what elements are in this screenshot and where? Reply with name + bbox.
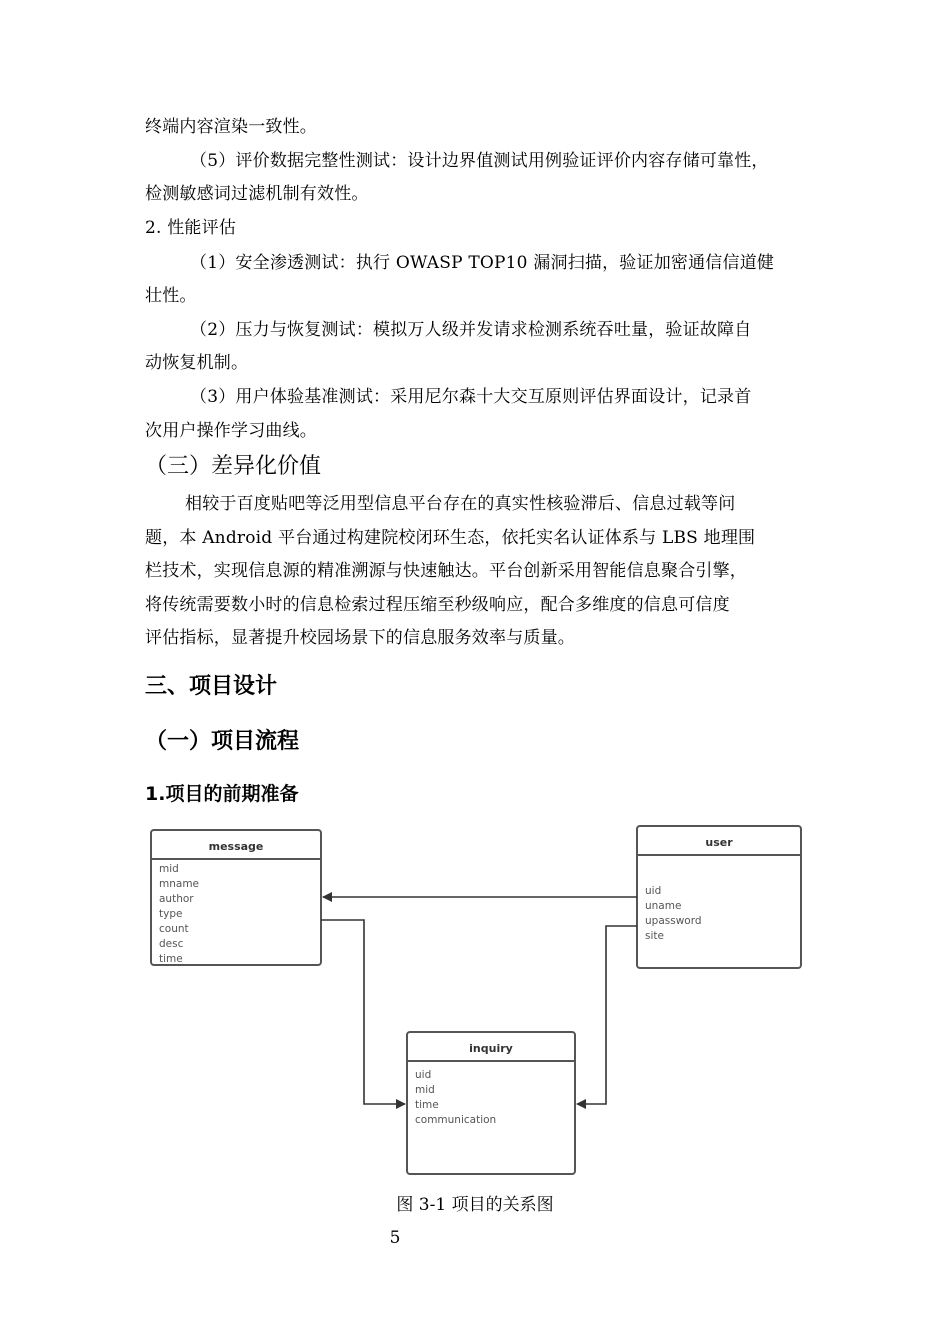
entity-inquiry <box>407 1032 575 1174</box>
entity-field: mid <box>415 1084 435 1096</box>
subsection-heading: 2. 性能评估 <box>145 218 237 238</box>
paragraph-line: 相较于百度贴吧等泛用型信息平台存在的真实性核验滞后、信息过载等问 <box>185 494 736 514</box>
figure-caption: 图 3-1 项目的关系图 <box>396 1195 554 1215</box>
paragraph-line: 检测敏感词过滤机制有效性。 <box>145 184 369 204</box>
paragraph-line: 壮性。 <box>145 286 197 306</box>
entity-field: site <box>645 930 664 942</box>
paragraph-line: （2）压力与恢复测试：模拟万人级并发请求检测系统吞吐量，验证故障自 <box>190 320 752 340</box>
paragraph-line: （5）评价数据完整性测试：设计边界值测试用例验证评价内容存储可靠性， <box>190 151 769 171</box>
er-diagram <box>140 820 820 1190</box>
paragraph-line: 栏技术，实现信息源的精准溯源与快速触达。平台创新采用智能信息聚合引擎， <box>145 561 747 581</box>
entity-user <box>637 826 801 968</box>
entity-field: upassword <box>645 915 702 927</box>
paragraph-line: 终端内容渲染一致性。 <box>145 117 317 137</box>
entity-field: uid <box>645 885 662 897</box>
chapter-heading: 三、项目设计 <box>145 674 278 699</box>
paragraph-line: 评估指标，显著提升校园场景下的信息服务效率与质量。 <box>145 628 575 648</box>
relation-user-inquiry <box>577 926 637 1104</box>
paragraph-line: 次用户操作学习曲线。 <box>145 421 317 441</box>
entity-field: desc <box>159 938 184 950</box>
entity-name: inquiry <box>469 1042 513 1055</box>
paragraph-line: （1）安全渗透测试：执行 OWASP TOP10 漏洞扫描，验证加密通信信道健 <box>190 253 775 273</box>
section-heading: （三）差异化价值 <box>145 454 322 479</box>
entity-field: time <box>415 1099 439 1111</box>
subsection-heading: 1.项目的前期准备 <box>145 783 299 805</box>
entity-field: time <box>159 953 183 965</box>
paragraph-line: 将传统需要数小时的信息检索过程压缩至秒级响应，配合多维度的信息可信度 <box>145 595 730 615</box>
entity-field: mname <box>159 878 200 890</box>
paragraph-line: 题，本 Android 平台通过构建院校闭环生态，依托实名认证体系与 LBS 地理围 <box>145 528 756 548</box>
entity-field: mid <box>159 863 179 875</box>
entity-message <box>151 830 321 965</box>
paragraph-line: （3）用户体验基准测试：采用尼尔森十大交互原则评估界面设计，记录首 <box>190 387 752 407</box>
entity-field: communication <box>415 1114 497 1126</box>
entity-field: type <box>159 908 183 920</box>
paragraph-line: 动恢复机制。 <box>145 353 249 373</box>
page-number: 5 <box>389 1228 401 1248</box>
entity-name: message <box>208 840 264 853</box>
section-heading: （一）项目流程 <box>145 729 300 754</box>
entity-name: user <box>705 836 733 849</box>
entity-field: uid <box>415 1069 432 1081</box>
relation-message-inquiry <box>321 920 405 1104</box>
entity-field: uname <box>645 900 682 912</box>
entity-field: author <box>159 893 194 905</box>
entity-field: count <box>159 923 189 935</box>
